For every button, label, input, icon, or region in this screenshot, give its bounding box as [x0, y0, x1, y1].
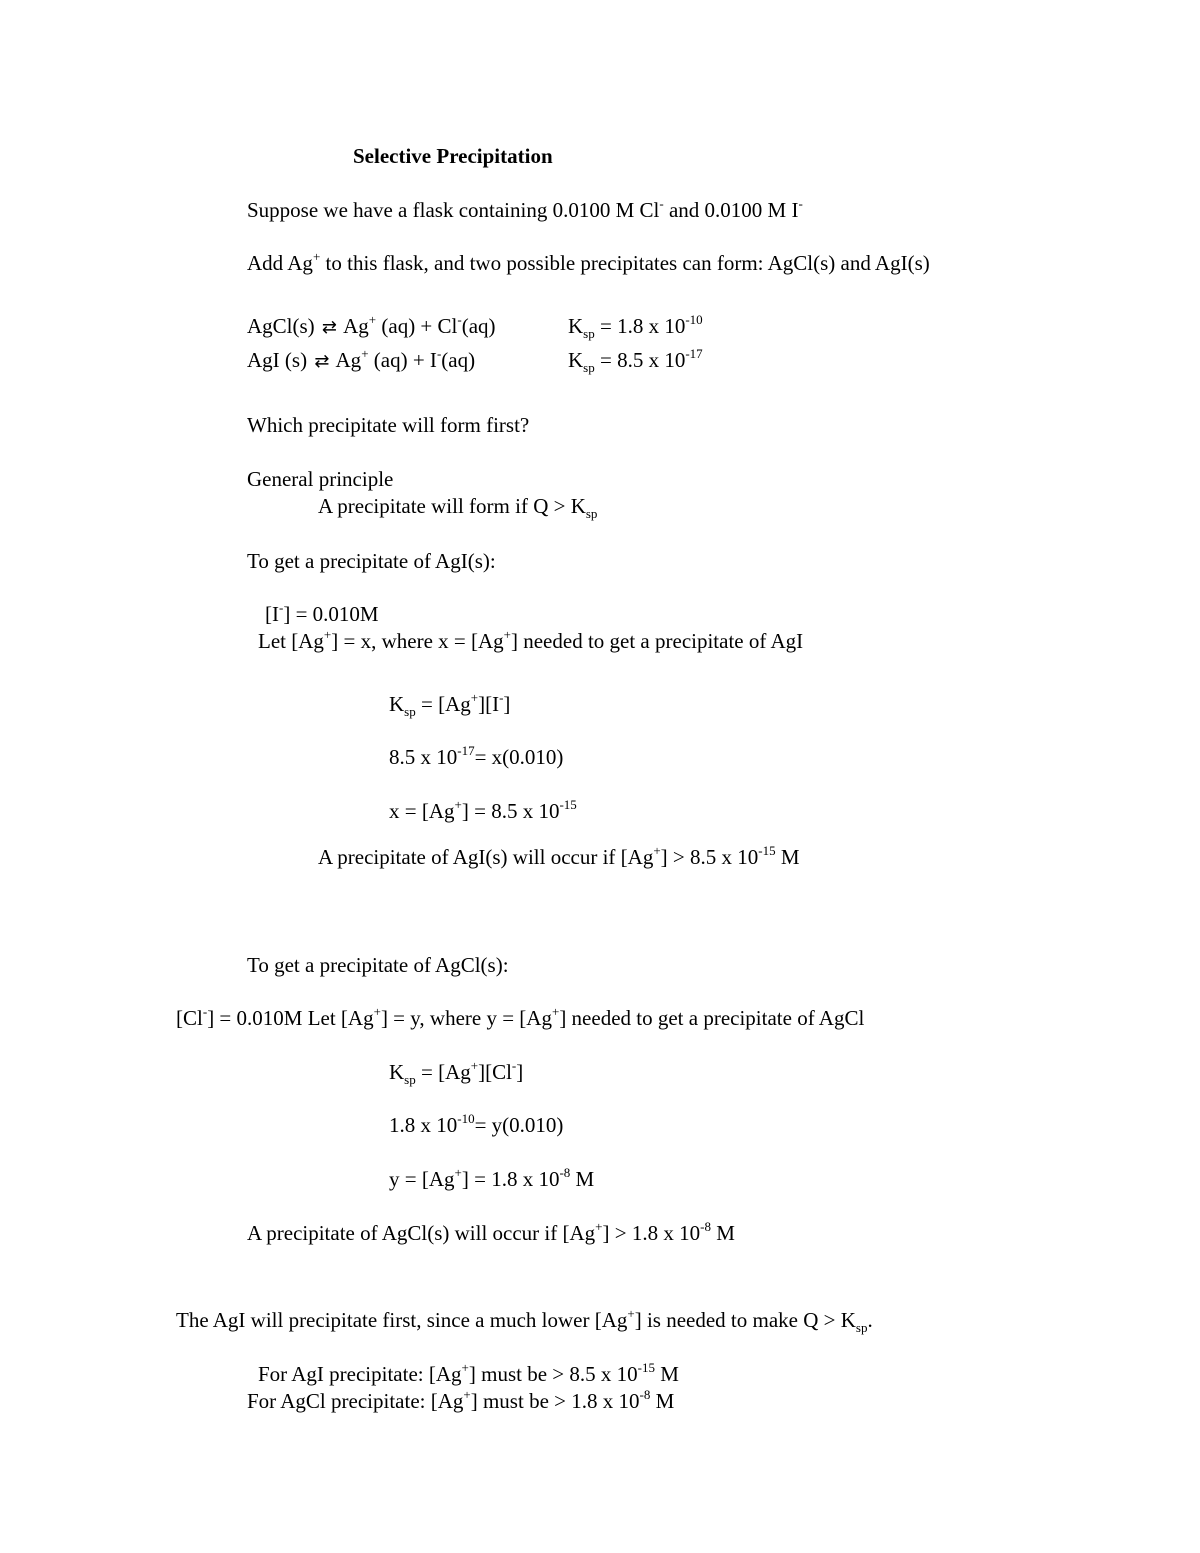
equilibrium-agcl: AgCl(s) ⇄ Ag+ (aq) + Cl-(aq): [247, 312, 496, 338]
ksp-agcl: $K_{sp} = 1.8$ x $10^{-10}$: [568, 312, 703, 341]
principle-heading: General principle: [247, 467, 394, 491]
intro-line: Suppose we have a flask containing 0.0100 M Cl- and 0.0100 M I-: [247, 196, 803, 222]
agi-let-line: Let [Ag+] = x, where x = [Ag+] needed to get a precipitate of AgI: [258, 627, 804, 653]
equilibrium-arrow-icon: ⇄: [314, 351, 330, 372]
agi-x-value: x = [Ag+] = 8.5 x $10^{-15}$: [389, 797, 577, 823]
ksp-agi: $K_{sp} = 8.5$ x $10^{-17}$: [568, 346, 703, 375]
conclusion-line: The AgI will precipitate first, since a much lower [Ag+] is needed to make $Q > K_{sp}$.: [176, 1306, 873, 1335]
principle-rule: A precipitate will form if $Q > K_{sp}$: [318, 494, 598, 521]
equilibrium-arrow-icon: ⇄: [321, 317, 338, 338]
agi-calculation: 8.5 x $10^{-17}= x(0.010)$: [389, 743, 564, 769]
page-title: Selective Precipitation: [353, 144, 553, 168]
summary-agcl: For AgCl precipitate: [Ag+] must be > 1.8 x $10^{-8}$ M: [247, 1387, 675, 1413]
question-line: Which precipitate will form first?: [247, 413, 530, 437]
agi-ksp-expression: $K_{sp} = [Ag^+][I^-]$: [389, 690, 511, 719]
agi-result: A precipitate of AgI(s) will occur if [Ag+] > 8.5 x $10^{-15}$ M: [318, 843, 800, 869]
agi-heading: To get a precipitate of AgI(s):: [247, 549, 496, 573]
agcl-result: A precipitate of AgCl(s) will occur if [Ag+] > 1.8 x $10^{-8}$ M: [247, 1219, 735, 1245]
agcl-let-line: [Cl-] = 0.010M Let [Ag+] = y, where y = [Ag+] needed to get a precipitate of AgCl: [176, 1004, 865, 1030]
agcl-calculation: 1.8 x $10^{-10}= y(0.010)$: [389, 1111, 564, 1137]
summary-agi: For AgI precipitate: [Ag+] must be > 8.5 x $10^{-15}$ M: [258, 1360, 679, 1386]
equilibrium-agi: AgI (s) ⇄ Ag+ (aq) + I-(aq): [247, 346, 476, 372]
agcl-y-value: y = [Ag+] = 1.8 x $10^{-8}$ M: [389, 1165, 595, 1191]
agi-concentration: [I-] = 0.010M: [265, 600, 379, 626]
add-silver-line: Add Ag+ to this flask, and two possible precipitates can form: AgCl(s) and AgI(s): [247, 249, 930, 275]
agcl-ksp-expression: $K_{sp} = [Ag^+][Cl^-]$: [389, 1058, 524, 1087]
agcl-heading: To get a precipitate of AgCl(s):: [247, 953, 509, 977]
